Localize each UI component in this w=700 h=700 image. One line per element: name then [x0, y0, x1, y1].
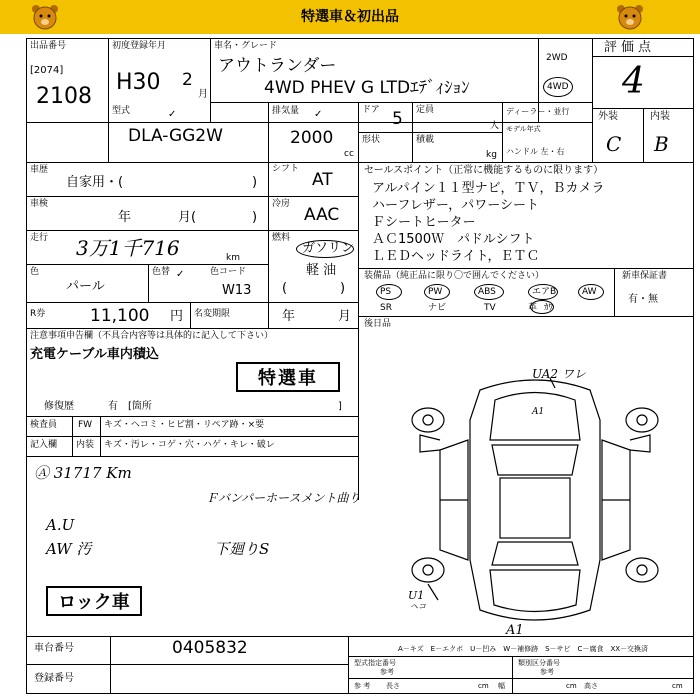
- inspector-label: 検査員: [30, 420, 58, 430]
- color-swap-label: 色替: [152, 267, 171, 277]
- page-title: 特選車＆初出品: [301, 9, 399, 25]
- mileage-label: 走行: [30, 233, 49, 243]
- name-change-month: 月: [338, 309, 352, 324]
- model-label: 型式: [112, 106, 131, 116]
- plate-label: 登録番号: [34, 673, 74, 684]
- name-label: 車名・グレード: [214, 41, 278, 51]
- load-unit: kg: [486, 150, 497, 160]
- reg-month-unit: 月: [198, 89, 208, 100]
- fuel-label: 燃料: [272, 233, 291, 243]
- inspection-label: 車検: [30, 199, 49, 209]
- paren-close: ): [340, 281, 346, 296]
- equip-ps: PS: [380, 287, 392, 297]
- equip-leather: 革: [528, 303, 538, 313]
- notes-text: 充電ケーブル車内積込: [30, 347, 159, 362]
- inspection-close: ): [252, 210, 258, 225]
- lot-number: 2108: [36, 84, 92, 109]
- height-label: 高さ: [584, 682, 598, 690]
- diagram-note: U1: [408, 589, 425, 602]
- ac-value: AAC: [304, 205, 340, 225]
- handle-label: ハンドル 左・右: [506, 147, 565, 156]
- reg-label: 初度登録年月: [112, 41, 167, 51]
- capacity-unit: 人: [490, 121, 500, 131]
- history-label: 車歴: [30, 165, 49, 175]
- equip-navi: ナビ: [428, 303, 447, 313]
- warranty-label: 新車保証書: [622, 271, 668, 281]
- after-label: 後日品: [364, 319, 392, 329]
- handwritten-note: Ｆバンパーホースメント曲り: [206, 491, 361, 505]
- interior-items: キズ・汚レ・コゲ・穴・ハゲ・キレ・破レ: [104, 440, 275, 450]
- lock-badge: ロック車: [46, 586, 142, 616]
- exterior-label: 外装: [598, 111, 618, 122]
- type-num-sub: 参考: [380, 668, 394, 676]
- fw-items: キズ・ヘコミ・ヒビ割・リペア跡・×要: [104, 420, 265, 430]
- notes-label: 注意事項申告欄（不具合内容等は具体的に記入して下さい）: [30, 331, 274, 341]
- type-num-label: 型式指定番号: [354, 659, 396, 667]
- displacement-check: ✓: [314, 109, 323, 120]
- color-code-label: 色コード: [210, 267, 247, 277]
- sales-points-label: セールスポイント（正常に機能するものに限ります）: [364, 165, 604, 176]
- equipment-label: 装備品（純正品に限り〇で囲んでください）: [364, 271, 545, 281]
- lot-label: 出品番号: [30, 41, 67, 51]
- repair-value: 有: [108, 401, 118, 412]
- diagram-note: A1: [532, 407, 545, 417]
- shift-value: AT: [312, 170, 333, 190]
- color-code-value: W13: [222, 283, 252, 298]
- chassis-label: 車台番号: [34, 643, 74, 654]
- inspection-month-unit: 月(: [178, 210, 197, 225]
- recycle-value: 11,100: [90, 306, 150, 326]
- shift-label: シフト: [272, 164, 300, 174]
- reg-year: H30: [116, 70, 161, 95]
- fuel-alt: 軽 油: [306, 263, 337, 278]
- displacement-label: 排気量: [272, 106, 300, 116]
- load-label: 積載: [416, 135, 435, 145]
- displacement-unit: cc: [344, 149, 354, 159]
- paren-open: (: [282, 281, 288, 296]
- color-label: 色: [30, 267, 40, 277]
- drive-4wd: 4WD: [547, 82, 569, 92]
- model-value: DLA-GG2W: [128, 126, 223, 146]
- displacement-value: 2000: [290, 128, 334, 148]
- diagram-note: A1: [506, 623, 524, 638]
- reg-month: 2: [182, 70, 193, 90]
- name-change-label: 名変期限: [194, 309, 231, 319]
- length-label: 長さ: [386, 682, 400, 690]
- eval-score: 4: [622, 61, 645, 102]
- handwritten-note: Ⓐ 31717 Km: [34, 464, 132, 482]
- doors-label: ドア: [362, 105, 380, 115]
- class-num-sub: 参考: [540, 668, 554, 676]
- inspection-year-unit: 年: [118, 210, 132, 225]
- repair-close: ]: [338, 401, 342, 412]
- capacity-label: 定員: [416, 105, 435, 115]
- exterior-grade: C: [606, 132, 622, 156]
- equip-tv: TV: [484, 303, 496, 313]
- sales-point-line: ＡＣ1500Ｗ パドルシフト: [372, 232, 535, 247]
- sales-point-line: ハーフレザー，パワーシート: [372, 198, 540, 213]
- dealer-label: ディーラー・並行: [506, 107, 570, 116]
- width-unit: cm: [566, 682, 577, 690]
- interior-insp-label: 内装: [76, 440, 95, 450]
- model-check: ✓: [168, 109, 177, 120]
- handwritten-note: A.U: [46, 516, 75, 534]
- grade: 4WD PHEV G LTDｴﾃﾞｨｼｮﾝ: [264, 78, 470, 98]
- sales-point-line: Ｆシートヒーター: [372, 215, 476, 230]
- color-value: パール: [66, 279, 105, 294]
- interior-grade: B: [654, 132, 669, 156]
- doors-value: 5: [392, 109, 403, 129]
- equip-leather-alt: ｶﾜ: [544, 303, 554, 313]
- recycle-label: R券: [30, 309, 46, 319]
- mileage-value: 3万1千716: [76, 236, 180, 260]
- sales-point-line: アルパイン１１型ナビ，ＴＶ，Ｂカメラ: [372, 181, 605, 196]
- length-unit: cm: [478, 682, 489, 690]
- history-value: 自家用・(: [66, 175, 124, 190]
- drive-2wd: 2WD: [546, 53, 568, 63]
- equip-pw: PW: [428, 287, 443, 297]
- handwritten-note: AW 汚: [46, 540, 92, 558]
- equip-abs: ABS: [478, 287, 496, 297]
- diagram-note: ヘコ: [410, 602, 426, 611]
- class-num-label: 類別区分番号: [518, 659, 560, 667]
- equip-sr: SR: [380, 303, 392, 313]
- handwritten-note: 下廻りS: [214, 540, 270, 558]
- diagram-note: UA2 ワレ: [532, 367, 586, 381]
- damage-legend: A－キズ E－エクボ U－凹み W－補修跡 S－サビ C－腐食 XX－交換済: [398, 645, 649, 653]
- car-damage-diagram: [400, 360, 670, 636]
- name-change-year: 年: [282, 309, 296, 324]
- width-label: 幅: [498, 682, 505, 690]
- repair-place: [箇所: [128, 401, 152, 412]
- inspector-label2: 記入欄: [30, 440, 58, 450]
- shape-label: 形状: [362, 135, 381, 145]
- interior-label: 内装: [650, 111, 670, 122]
- fw-label: FW: [78, 420, 93, 430]
- model-year-label: モデル年式: [506, 125, 541, 133]
- mileage-unit: km: [226, 253, 240, 263]
- sales-point-line: ＬＥＤヘッドライト，ＥＴＣ: [372, 249, 540, 264]
- height-unit: cm: [672, 682, 683, 690]
- special-badge: 特選車: [236, 362, 340, 392]
- ref-label: 参 考: [354, 682, 371, 690]
- recycle-unit: 円: [170, 309, 184, 324]
- equip-aw: AW: [582, 287, 597, 297]
- fuel-value: ガソリン: [302, 241, 355, 256]
- repair-label: 修復歴: [44, 401, 74, 412]
- car-name: アウトランダー: [218, 56, 337, 76]
- warranty-value: 有・無: [628, 294, 658, 305]
- history-close: ): [252, 175, 258, 190]
- chassis-value: 0405832: [172, 638, 248, 658]
- lot-sub: [2074]: [30, 65, 64, 76]
- color-swap-check: ✓: [176, 269, 185, 280]
- eval-label: 評価点: [604, 40, 656, 55]
- ac-label: 冷房: [272, 199, 291, 209]
- equip-airbag: エアB: [532, 287, 557, 297]
